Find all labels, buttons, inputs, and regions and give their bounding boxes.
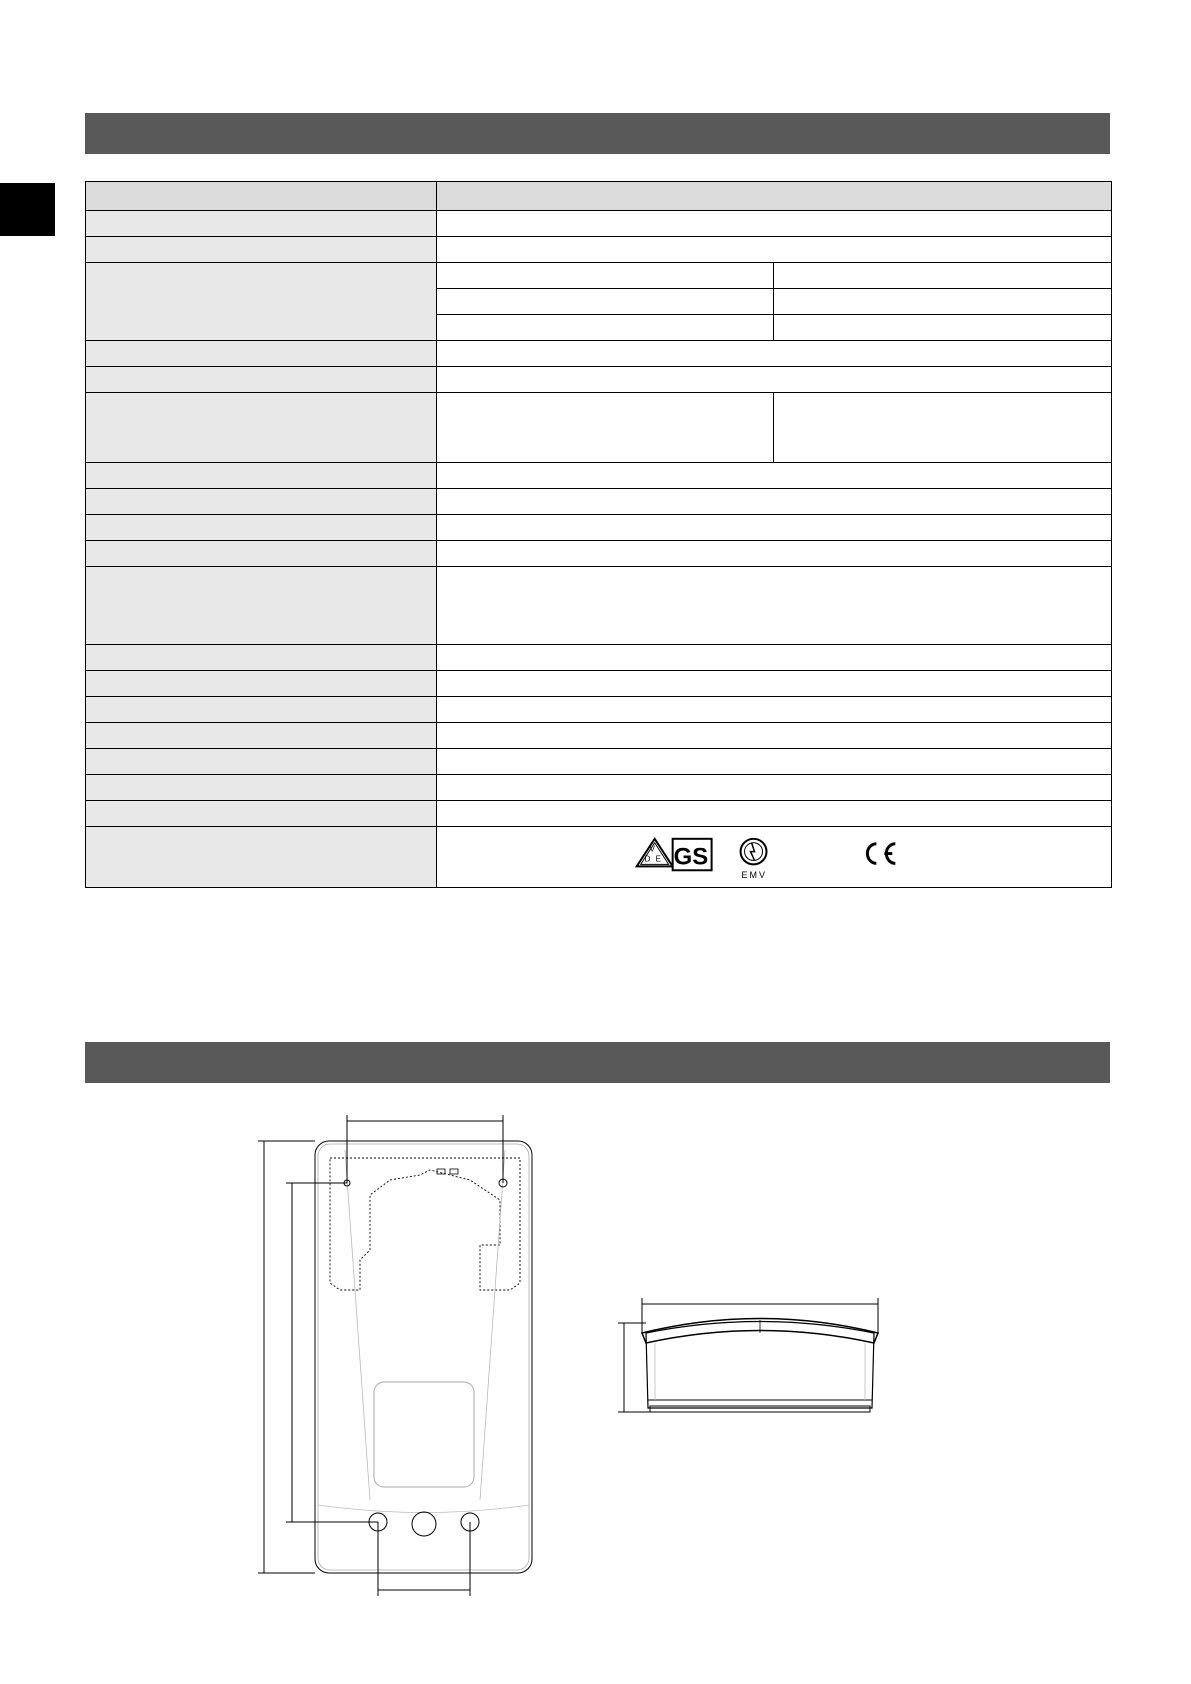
svg-text:EMV: EMV <box>741 870 767 881</box>
svg-text:E: E <box>655 854 661 864</box>
svg-text:GS: GS <box>673 843 709 871</box>
top-view-dimension-lines <box>618 1298 878 1412</box>
svg-text:V: V <box>649 844 656 854</box>
front-view-drawing <box>315 1141 532 1573</box>
top-view-drawing <box>642 1319 878 1413</box>
svg-text:D: D <box>644 854 651 864</box>
